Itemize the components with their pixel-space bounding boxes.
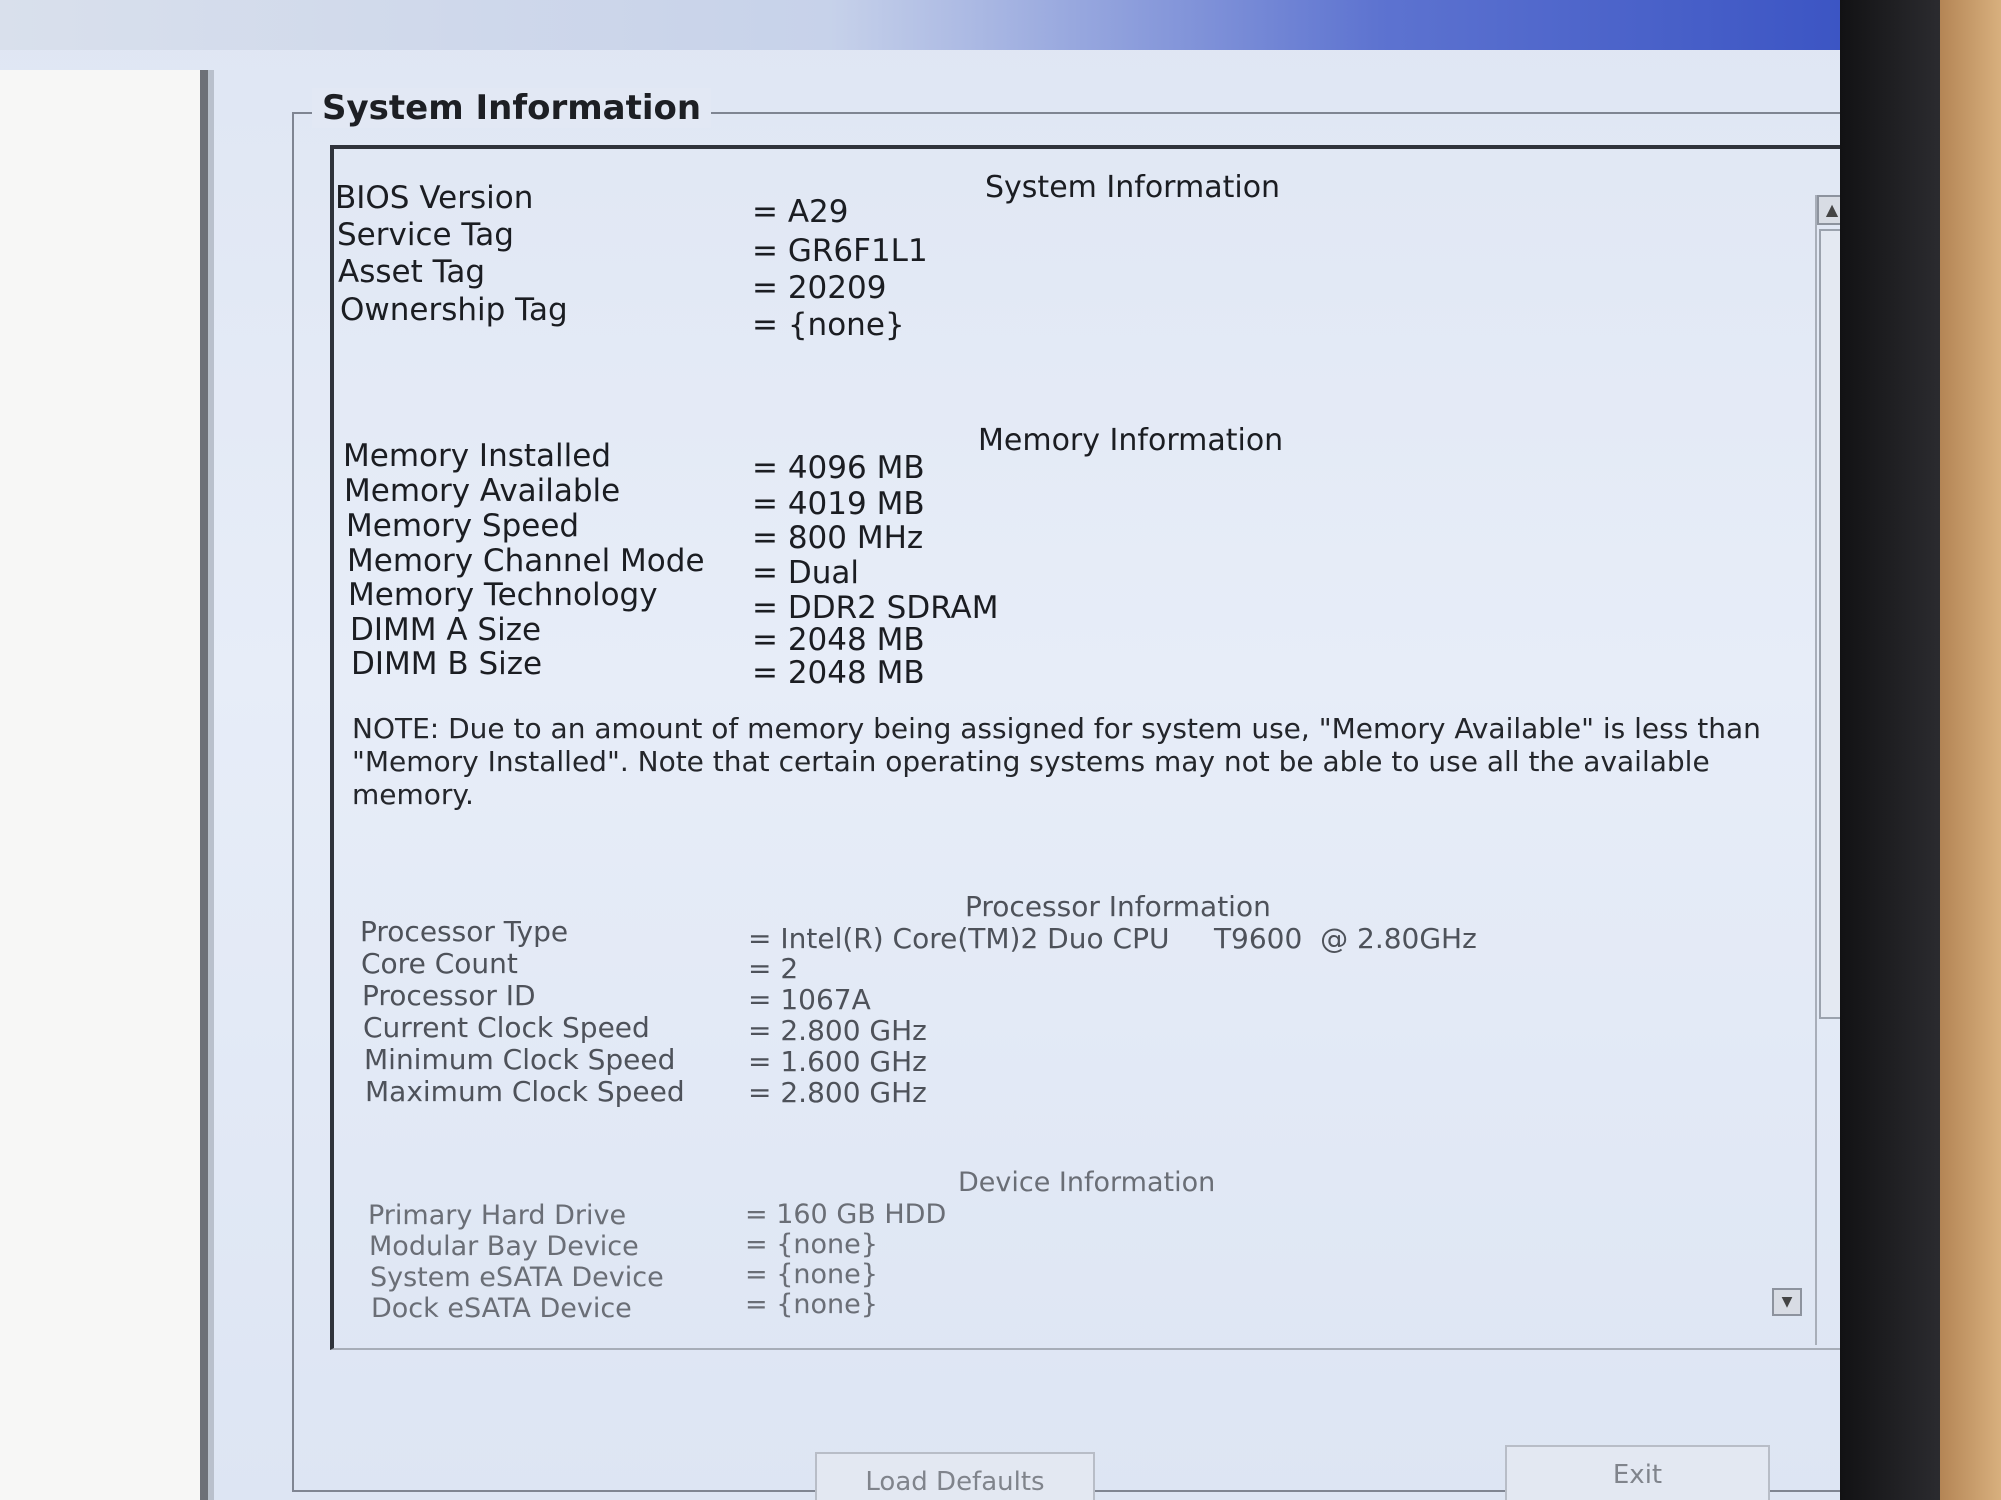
maximum-clock-speed-label: Maximum Clock Speed (365, 1075, 685, 1108)
memory-note: NOTE: Due to an amount of memory being assigned for system use, "Memory Available" is less than "Memory Installed". Note that certain operating systems may not be able to use all the available memory. (352, 712, 1761, 811)
modular-bay-device-label: Modular Bay Device (369, 1231, 639, 1262)
processor-type-value: = Intel(R) Core(TM)2 Duo CPU T9600 @ 2.80GHz (748, 922, 1477, 955)
current-clock-speed-value: = 2.800 GHz (748, 1014, 927, 1047)
dock-esata-device-value: = {none} (745, 1289, 878, 1320)
primary-hard-drive-value: = 160 GB HDD (745, 1199, 947, 1230)
current-clock-speed-label: Current Clock Speed (363, 1011, 650, 1044)
memory-information-heading: Memory Information (978, 423, 1284, 458)
memory-technology-label: Memory Technology (348, 577, 658, 613)
page-title: System Information (312, 88, 711, 128)
scroll-up-arrow-icon[interactable]: ▲ (1817, 195, 1840, 225)
dimm-a-size-label: DIMM A Size (350, 612, 542, 648)
bios-version-value: = A29 (752, 194, 849, 230)
title-bar (0, 0, 1840, 50)
maximum-clock-speed-value: = 2.800 GHz (748, 1076, 927, 1109)
dimm-a-size-value: = 2048 MB (752, 622, 925, 658)
dock-esata-device-label: Dock eSATA Device (371, 1293, 632, 1324)
service-tag-value: = GR6F1L1 (752, 233, 928, 269)
memory-available-value: = 4019 MB (752, 486, 925, 522)
modular-bay-device-value: = {none} (745, 1229, 878, 1260)
dimm-b-size-label: DIMM B Size (351, 646, 543, 682)
core-count-value: = 2 (748, 952, 799, 985)
exit-button[interactable]: Exit (1505, 1445, 1770, 1500)
processor-information-heading: Processor Information (965, 890, 1271, 923)
core-count-label: Core Count (361, 947, 518, 980)
device-information-heading: Device Information (958, 1167, 1216, 1198)
desk-surface (1940, 0, 2001, 1500)
minimum-clock-speed-value: = 1.600 GHz (748, 1045, 927, 1078)
memory-speed-label: Memory Speed (346, 508, 580, 544)
scroll-thumb[interactable] (1819, 229, 1840, 1019)
primary-hard-drive-label: Primary Hard Drive (368, 1200, 627, 1231)
memory-technology-value: = DDR2 SDRAM (752, 590, 999, 626)
processor-type-label: Processor Type (360, 915, 569, 948)
load-defaults-button[interactable]: Load Defaults (815, 1452, 1095, 1500)
settings-tree-pane[interactable] (0, 70, 208, 1500)
memory-channel-mode-value: = Dual (752, 555, 859, 591)
ownership-tag-label: Ownership Tag (340, 292, 568, 328)
bios-version-label: BIOS Version (335, 180, 534, 216)
asset-tag-label: Asset Tag (338, 254, 486, 290)
scroll-down-arrow-icon[interactable]: ▼ (1772, 1288, 1802, 1316)
memory-channel-mode-label: Memory Channel Mode (347, 543, 705, 579)
memory-installed-label: Memory Installed (343, 438, 611, 474)
ownership-tag-value: = {none} (752, 307, 905, 343)
processor-id-label: Processor ID (362, 979, 536, 1012)
processor-id-value: = 1067A (748, 983, 871, 1016)
memory-speed-value: = 800 MHz (752, 520, 924, 556)
asset-tag-value: = 20209 (752, 270, 887, 306)
system-esata-device-label: System eSATA Device (370, 1262, 664, 1293)
memory-available-label: Memory Available (344, 473, 621, 509)
minimum-clock-speed-label: Minimum Clock Speed (364, 1043, 676, 1076)
vertical-scrollbar[interactable] (1815, 195, 1840, 1345)
dimm-b-size-value: = 2048 MB (752, 655, 925, 691)
memory-installed-value: = 4096 MB (752, 450, 925, 486)
pane-divider (208, 70, 214, 1500)
service-tag-label: Service Tag (337, 217, 514, 253)
system-information-heading: System Information (985, 170, 1281, 205)
system-esata-device-value: = {none} (745, 1259, 878, 1290)
